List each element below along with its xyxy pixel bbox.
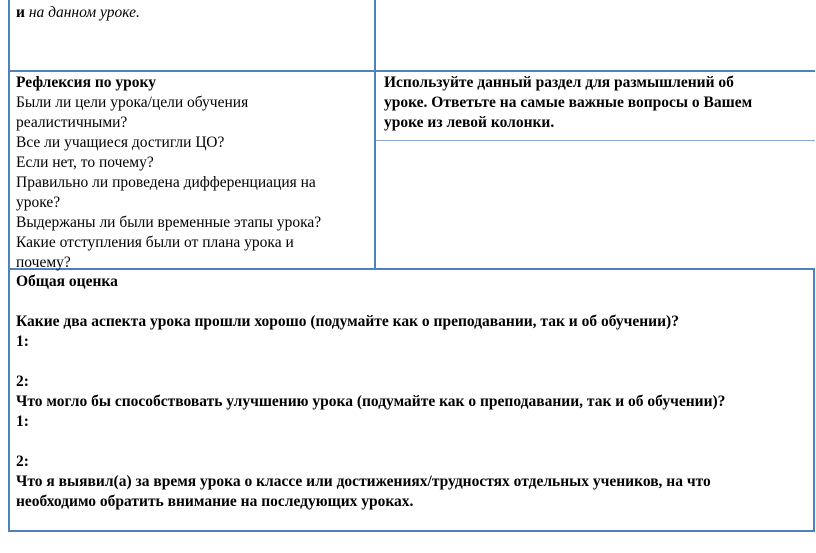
question-observations-cont: необходимо обратить внимание на последующих уроках. [16,493,414,510]
column-divider [374,0,376,270]
reflection-line: Если нет, то почему? [16,154,154,171]
reflection-line: Правильно ли проведена дифференциация на [16,174,316,191]
overall-title: Общая оценка [16,273,118,290]
instruction-line: Используйте данный раздел для размышлений об [384,74,734,91]
answer-label-2: 2: [16,453,29,470]
reflection-instruction-cell [384,73,794,133]
question-good-aspects: Какие два аспекта урока прошли хорошо (подумайте как о преподавании, так и об обучении)? [16,313,679,330]
reflection-title: Рефлексия по уроку [16,74,156,91]
reflection-line: Какие отступления были от плана урока и [16,234,294,251]
border-bottom [8,530,815,532]
reflection-cell [16,73,366,273]
question-improvement: Что могло бы способствовать улучшению урока (подумайте как о преподавании, так и об обучении)? [16,393,726,410]
question-observations: Что я выявил(а) за время урока о классе или достижениях/трудностях отдельных учеников, на что [16,473,711,490]
reflection-line: реалистичными? [16,114,128,131]
top-left-cell [16,3,366,23]
answer-label-1: 1: [16,413,29,430]
border-right [813,268,815,532]
row-divider-1 [8,70,815,72]
overall-assessment-cell [16,272,806,512]
reflection-line: уроке? [16,194,61,211]
answer-label-2: 2: [16,373,29,390]
reflection-line: Все ли учащиеся достигли ЦО? [16,134,225,151]
top-left-bold-text: и [16,4,25,21]
instruction-line: уроке. Ответьте на самые важные вопросы о Вашем [384,94,753,111]
reflection-line: Были ли цели урока/цели обучения [16,94,249,111]
reflection-line: Выдержаны ли были временные этапы урока? [16,214,322,231]
top-left-italic-text: на данном уроке. [28,4,140,21]
instruction-line: уроке из левой колонки. [384,114,555,131]
border-left [8,0,10,532]
row-divider-2 [376,140,815,141]
answer-label-1: 1: [16,333,29,350]
reflection-line: почему? [16,254,71,271]
